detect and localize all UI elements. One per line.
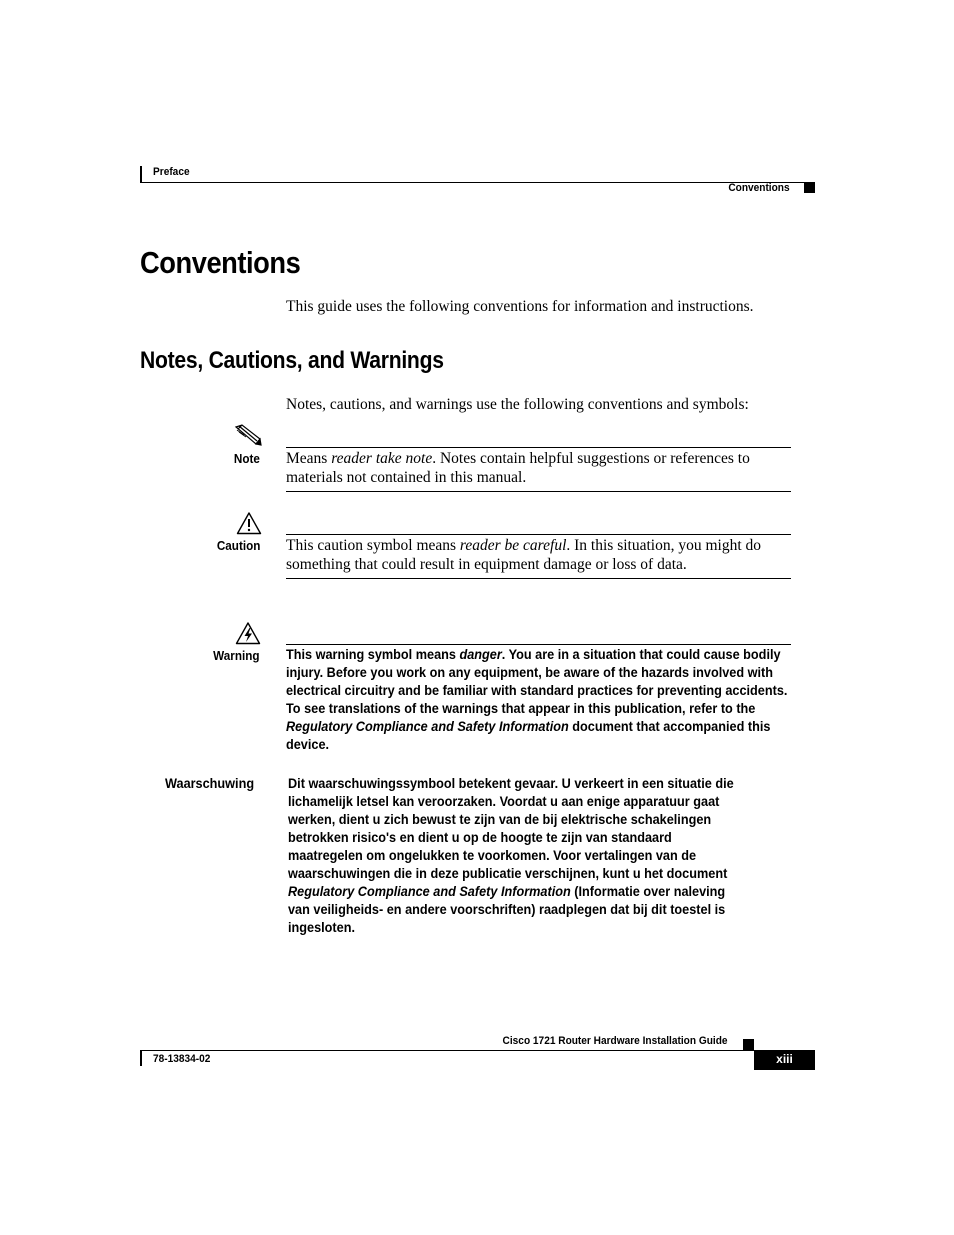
lightning-triangle-icon	[235, 621, 261, 645]
waarschuwing-label: Waarschuwing	[165, 776, 255, 791]
caution-text-italic: reader be careful	[459, 537, 567, 554]
footer-doc-number: 78-13834-02	[153, 1053, 211, 1065]
warning-label: Warning	[213, 648, 260, 663]
footer-page-number: xiii	[776, 1052, 793, 1066]
caution-text-prefix: This caution symbol means	[286, 537, 460, 554]
caution-triangle-icon	[236, 511, 262, 535]
header-running-title: Conventions	[728, 182, 790, 194]
header-left-bar	[140, 166, 142, 182]
caution-bottom-rule	[286, 578, 791, 579]
note-text	[286, 449, 791, 487]
note-bottom-rule	[286, 491, 791, 492]
warning-text-italic: danger	[459, 647, 502, 662]
note-text-italic: reader take note	[331, 450, 433, 467]
caution-label: Caution	[216, 538, 260, 553]
caution-text-suffix: . In this situation, you might do something that could result in equipment damage or loss of data.	[286, 537, 762, 573]
footer-rule	[140, 1050, 815, 1051]
footer-square-marker	[743, 1039, 754, 1050]
waarschuwing-text-prefix: Dit waarschuwingssymbool betekent gevaar. U verkeert in een situatie die lichamelijk letsel kan veroorzaken. Voordat u aan enige apparatuur gaat werken, dient u zich bewust te zijn van de bij elektrische schakelingen betrokken risico's en dient u op de hoogte te zijn van standaard maatregelen om ongelukken te voorkomen. Voor vertalingen van de waarschuwingen die in deze publicatie verschijnen, kunt u het document	[288, 776, 734, 881]
footer-guide-title: Cisco 1721 Router Hardware Installation Guide	[503, 1035, 728, 1047]
waarschuwing-text-italic: Regulatory Compliance and Safety Information	[288, 884, 571, 899]
caution-text	[286, 536, 791, 574]
note-label: Note	[233, 451, 260, 466]
intro-text: This guide uses the following conventions for information and instructions.	[286, 298, 754, 315]
page-title: Conventions	[140, 245, 301, 280]
caution-top-rule	[286, 534, 791, 535]
warning-text	[286, 646, 798, 754]
note-text-prefix: Means	[286, 450, 332, 467]
warning-top-rule	[286, 644, 791, 645]
footer-left-bar	[140, 1050, 142, 1066]
waarschuwing-text-suffix: (Informatie over naleving van veiligheids- en andere voorschriften) raadplegen dat bij dit toestel is ingesloten.	[288, 884, 726, 935]
pencil-icon	[234, 424, 262, 446]
warning-text-middle: . You are in a situation that could cause bodily injury. Before you work on any equipment, be aware of the hazards involved with electrical circuitry and be familiar with standard practices for preventing accidents. To see translations of the warnings that appear in this publication, refer to the	[286, 647, 788, 716]
waarschuwing-text	[288, 775, 745, 937]
warning-text-italic-2: Regulatory Compliance and Safety Information	[286, 719, 569, 734]
warning-text-prefix: This warning symbol means	[286, 647, 460, 662]
note-top-rule	[286, 447, 791, 448]
warning-text-suffix: document that accompanied this device.	[286, 719, 771, 752]
section-intro-text: Notes, cautions, and warnings use the following conventions and symbols:	[286, 396, 749, 413]
note-text-suffix: . Notes contain helpful suggestions or references to materials not contained in this manual.	[286, 450, 750, 486]
header-rule	[140, 182, 815, 183]
header-square-marker	[804, 182, 815, 193]
section-heading: Notes, Cautions, and Warnings	[140, 347, 444, 374]
header-section: Preface	[153, 166, 190, 178]
